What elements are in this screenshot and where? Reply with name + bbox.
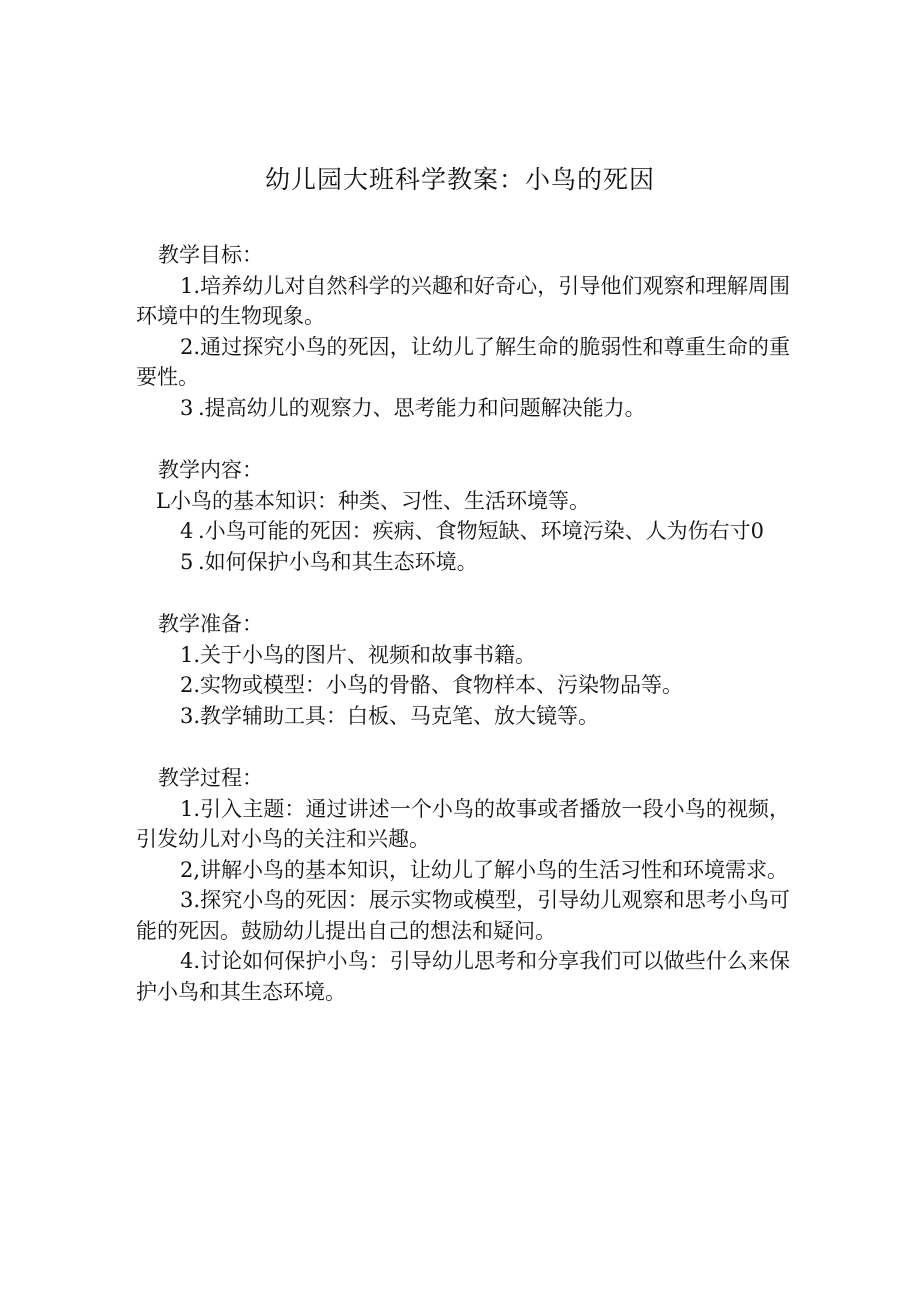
- item-text: .讨论如何保护小鸟：引导幼儿思考和分享我们可以做些什么来保护小鸟和其生态环境。: [136, 949, 790, 1004]
- list-item: [136, 516, 790, 547]
- item-text: .如何保护小鸟和其生态环境。: [198, 549, 478, 574]
- section-heading: 教学目标：: [158, 243, 263, 267]
- item-number: L: [156, 488, 170, 513]
- item-text: .关于小鸟的图片、视频和故事书籍。: [193, 642, 537, 667]
- item-text: .培养幼儿对自然科学的兴趣和好奇心，引导他们观察和理解周围环境中的生物现象。: [136, 273, 790, 328]
- section-heading: 教学过程：: [158, 766, 263, 790]
- item-text: 小鸟的基本知识：种类、习性、生活环境等。: [170, 488, 590, 513]
- document-title: 幼儿园大班科学教案：小鸟的死因: [264, 165, 655, 194]
- item-number: 3: [180, 888, 194, 912]
- item-number: 4: [180, 949, 194, 973]
- item-text: .提高幼儿的观察力、思考能力和问题解决能力。: [198, 395, 646, 420]
- item-text: .通过探究小鸟的死因，让幼儿了解生命的脆弱性和尊重生命的重要性。: [136, 334, 790, 389]
- list-item: [136, 670, 790, 701]
- item-number: 3: [180, 395, 194, 420]
- item-text: 讲解小鸟的基本知识，让幼儿了解小鸟的生活习性和环境需求。: [200, 857, 789, 882]
- section-content: [136, 455, 790, 577]
- item-number: 1.: [180, 796, 201, 821]
- section-preparation: [136, 609, 790, 731]
- list-item: [136, 640, 790, 671]
- list-item: [136, 332, 790, 393]
- item-number: 1: [180, 273, 194, 298]
- item-number: 4: [180, 519, 194, 543]
- item-number: 2: [180, 334, 194, 359]
- list-item: [136, 946, 790, 1007]
- item-text: .探究小鸟的死因：展示实物或模型，引导幼儿观察和思考小鸟可能的死因。鼓励幼儿提出自己的想法和疑问。: [136, 888, 790, 943]
- section-heading: 教学准备：: [158, 612, 263, 636]
- item-text: 引入主题：通过讲述一个小鸟的故事或者播放一段小鸟的视频，引发幼儿对小鸟的关注和兴趣。: [136, 796, 790, 851]
- item-number: 5: [180, 549, 194, 574]
- item-number: 1: [180, 642, 194, 667]
- list-item: [136, 486, 790, 517]
- section-heading: 教学内容：: [158, 458, 263, 482]
- list-item: [136, 794, 790, 855]
- document-body: [136, 240, 790, 1039]
- item-text: .实物或模型：小鸟的骨骼、食物样本、污染物品等。: [193, 673, 684, 697]
- item-number: 2,: [180, 857, 201, 882]
- list-item: [136, 547, 790, 578]
- item-number: 3: [180, 703, 194, 728]
- item-text: .教学辅助工具：白板、马克笔、放大镜等。: [193, 703, 600, 728]
- list-item: [136, 393, 790, 424]
- section-objectives: [136, 240, 790, 423]
- list-item: [136, 855, 790, 886]
- item-text: .小鸟可能的死因：疾病、食物短缺、环境污染、人为伤右寸0: [198, 519, 765, 543]
- list-item: [136, 885, 790, 946]
- list-item: [136, 271, 790, 332]
- section-process: [136, 763, 790, 1007]
- item-number: 2: [180, 673, 194, 697]
- list-item: [136, 701, 790, 732]
